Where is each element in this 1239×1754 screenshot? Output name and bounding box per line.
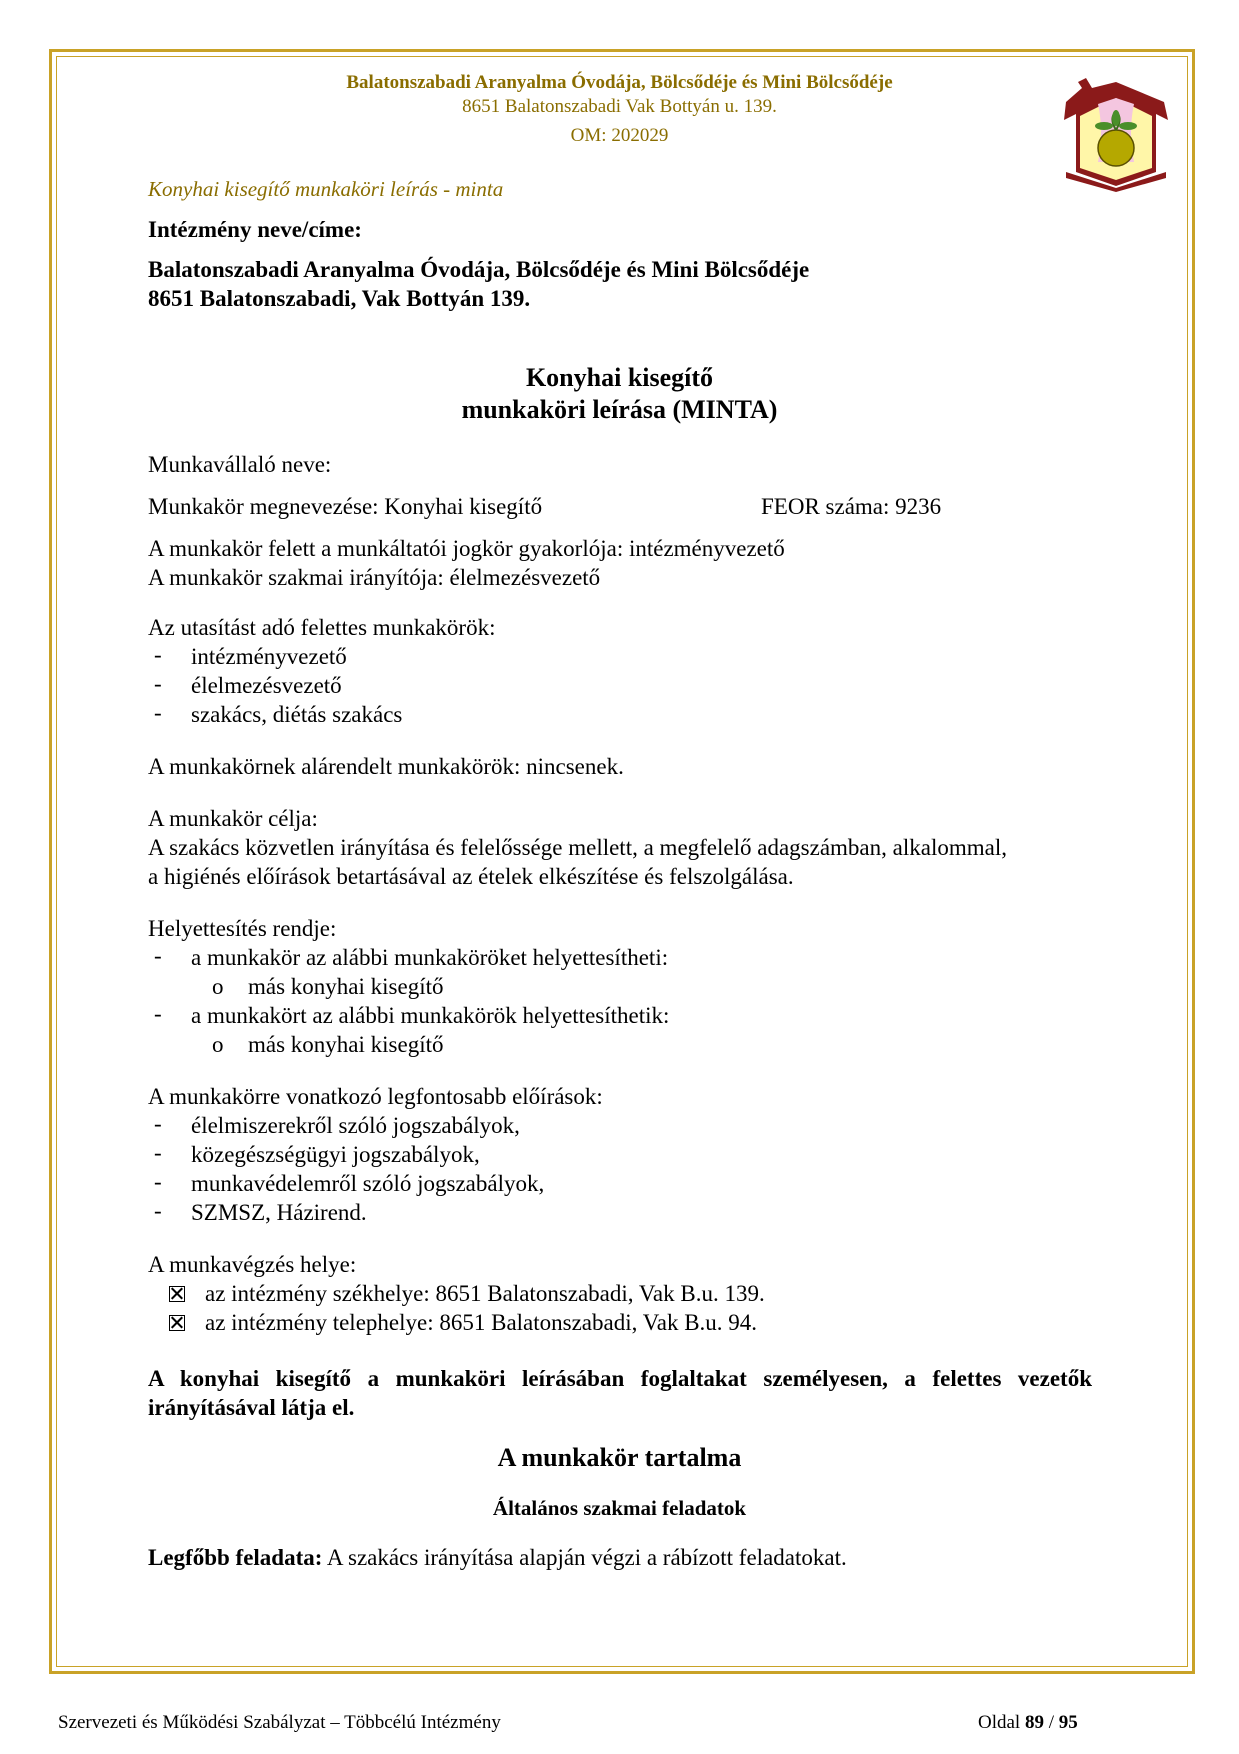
feor-number: FEOR száma: 9236	[761, 494, 942, 519]
substitution-heading: Helyettesítés rendje:	[148, 916, 337, 941]
header-address: 8651 Balatonszabadi Vak Bottyán u. 139.	[462, 96, 777, 117]
list-item: élelmiszerekről szóló jogszabályok,	[191, 1113, 520, 1138]
total-pages: 95	[1058, 1712, 1078, 1733]
list-item: intézményvezető	[191, 644, 347, 669]
regulations-heading: A munkakörre vonatkozó legfontosabb előírások:	[148, 1084, 603, 1109]
list-dash: -	[154, 1111, 162, 1136]
list-dash: -	[154, 642, 162, 667]
institution-heading: Intézmény neve/címe:	[148, 217, 362, 242]
checked-box-icon	[169, 1279, 185, 1308]
header-om: OM: 202029	[570, 125, 669, 146]
institution-address: 8651 Balatonszabadi, Vak Bottyán 139.	[148, 286, 531, 311]
list-item: a munkakör az alábbi munkaköröket helyettesítheti:	[191, 945, 669, 970]
footer-page-number	[978, 1712, 1078, 1734]
current-page: 89	[1024, 1712, 1044, 1733]
list-dash: -	[154, 1001, 162, 1026]
list-item: közegészségügyi jogszabályok,	[191, 1142, 480, 1167]
institution-name: Balatonszabadi Aranyalma Óvodája, Bölcsődéje és Mini Bölcsődéje	[148, 257, 810, 282]
list-item: az intézmény telephelye: 8651 Balatonszabadi, Vak B.u. 94.	[205, 1310, 758, 1335]
page-separator: /	[1043, 1712, 1059, 1733]
main-task-label: Legfőbb feladata:	[148, 1545, 323, 1570]
goal-line-2: a higiénés előírások betartásával az ételek elkészítése és felszolgálása.	[148, 864, 794, 889]
job-title: Munkakör megnevezése: Konyhai kisegítő	[148, 494, 543, 519]
checked-box-icon	[169, 1308, 185, 1337]
list-item: a munkakört az alábbi munkakörök helyettesíthetik:	[191, 1003, 670, 1028]
list-item: SZMSZ, Házirend.	[191, 1200, 367, 1225]
professional-lead: A munkakör szakmai irányítója: élelmezésvezető	[148, 565, 601, 590]
sub-bullet: o	[212, 1032, 224, 1057]
institution-logo	[1052, 74, 1180, 194]
main-task	[148, 1543, 847, 1572]
goal-heading: A munkakör célja:	[148, 806, 318, 831]
goal-line-1: A szakács közvetlen irányítása és felelőssége mellett, a megfelelő adagszámban, alkalommal,	[148, 835, 1007, 860]
employee-name-field: Munkavállaló neve:	[148, 452, 332, 477]
title-line-1: Konyhai kisegítő	[525, 363, 714, 392]
list-dash: -	[154, 1140, 162, 1165]
superiors-heading: Az utasítást adó felettes munkakörök:	[148, 615, 496, 640]
sub-list-item: más konyhai kisegítő	[248, 1032, 444, 1057]
list-dash: -	[154, 700, 162, 725]
list-dash: -	[154, 1198, 162, 1223]
document-label: Konyhai kisegítő munkaköri leírás - minta	[148, 177, 504, 201]
employer-rights: A munkakör felett a munkáltatói jogkör gyakorlója: intézményvezető	[148, 536, 785, 561]
list-dash: -	[154, 671, 162, 696]
list-dash: -	[154, 943, 162, 968]
list-item: az intézmény székhelye: 8651 Balatonszabadi, Vak B.u. 139.	[205, 1281, 765, 1306]
list-item: élelmezésvezető	[191, 673, 342, 698]
page-prefix: Oldal	[978, 1712, 1025, 1733]
general-tasks-heading: Általános szakmai feladatok	[492, 1496, 747, 1520]
list-dash: -	[154, 1169, 162, 1194]
header-institution: Balatonszabadi Aranyalma Óvodája, Bölcsődéje és Mini Bölcsődéje	[346, 72, 893, 93]
title-line-2: munkaköri leírása (MINTA)	[461, 395, 778, 424]
sub-bullet: o	[212, 974, 224, 999]
footer-title: Szervezeti és Működési Szabályzat – Többcélú Intézmény	[58, 1712, 501, 1733]
subordinates: A munkakörnek alárendelt munkakörök: nincsenek.	[148, 754, 624, 779]
list-item: szakács, diétás szakács	[191, 702, 403, 727]
personal-statement: A konyhai kisegítő a munkaköri leírásában foglaltakat személyesen, a felettes vezetők irányításával látja el.	[148, 1366, 1092, 1420]
main-task-text: A szakács irányítása alapján végzi a rábízott feladatokat.	[322, 1545, 847, 1570]
list-item: munkavédelemről szóló jogszabályok,	[191, 1171, 545, 1196]
content-heading: A munkakör tartalma	[497, 1443, 742, 1472]
sub-list-item: más konyhai kisegítő	[248, 974, 444, 999]
workplace-heading: A munkavégzés helye:	[148, 1252, 357, 1277]
